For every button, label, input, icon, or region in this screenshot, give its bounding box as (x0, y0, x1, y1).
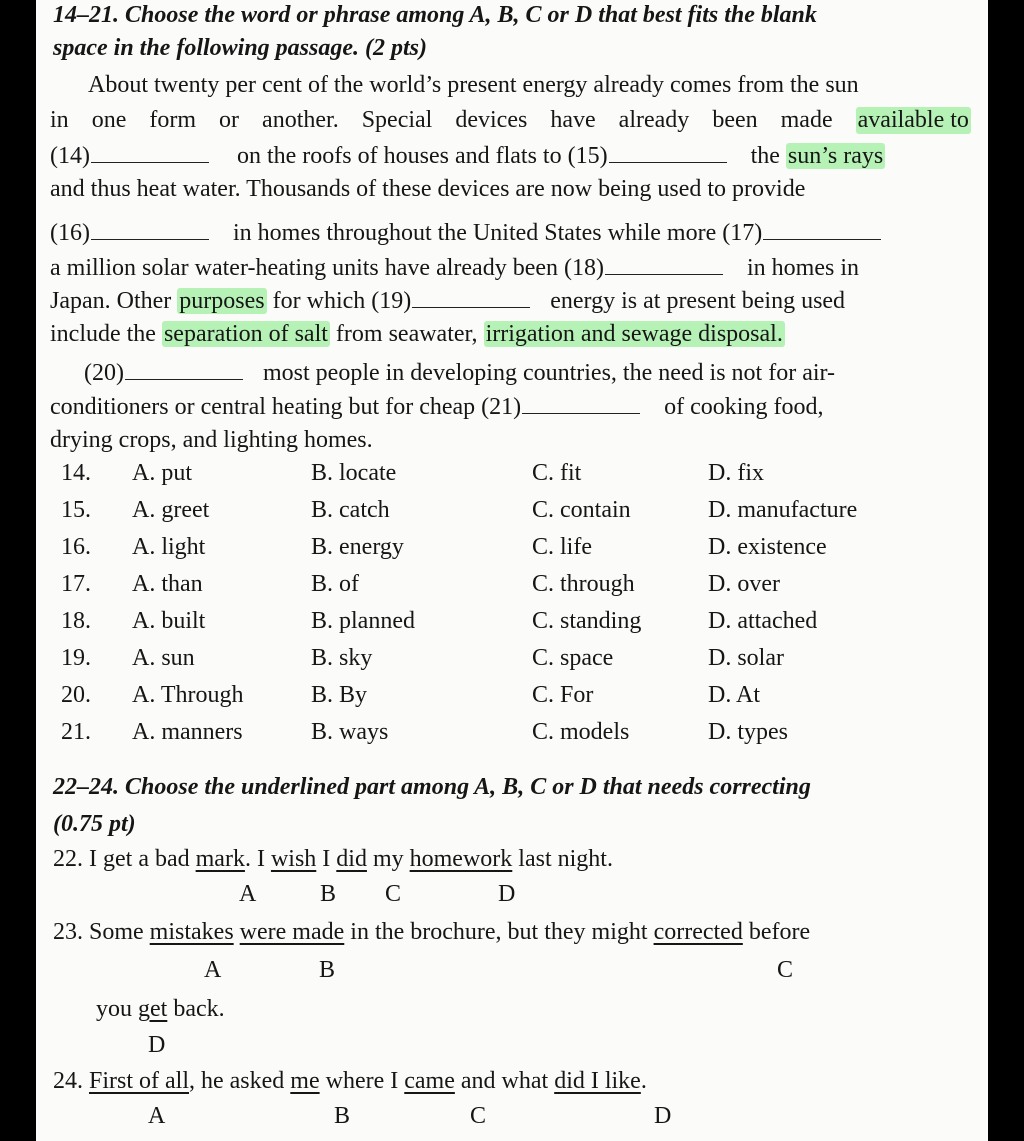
section-title-line2: space in the following passage. (2 pts) (53, 35, 428, 61)
passage-text: on the roofs of houses and flats to (15) (236, 143, 608, 169)
highlight-irrigation: irrigation and sewage disposal. (485, 321, 783, 347)
question-number: 14. (61, 460, 91, 486)
option-d[interactable]: D. types (708, 719, 788, 745)
word: or (219, 107, 240, 133)
blank-18[interactable] (605, 254, 723, 275)
passage-line-7 (50, 287, 971, 315)
underlined-part-c[interactable]: came (404, 1068, 455, 1094)
option-c[interactable]: C. models (532, 719, 630, 745)
question-23-line2 (96, 996, 225, 1023)
option-row-17 (36, 571, 988, 608)
blank-20[interactable] (125, 359, 243, 380)
q-text: my (366, 846, 410, 872)
passage-line-6 (50, 254, 971, 282)
question-23 (53, 919, 810, 946)
blank-15[interactable] (609, 142, 727, 163)
label-c: C (777, 957, 794, 983)
underlined-part-d[interactable]: did I like (554, 1068, 641, 1094)
label-c: C (385, 881, 402, 907)
q-text: I (316, 846, 337, 872)
q-text: . (640, 1068, 647, 1094)
passage-text: a million solar water-heating units have already been (18) (50, 255, 604, 281)
q-text: , he asked (189, 1068, 291, 1094)
word: one (91, 107, 127, 133)
passage-text: energy is at present being used (550, 288, 846, 314)
q-text: where I (319, 1068, 405, 1094)
option-c[interactable]: C. standing (532, 608, 642, 634)
passage-text: most people in developing countries, the need is not for air- (262, 360, 836, 386)
option-c[interactable]: C. space (532, 645, 614, 671)
label-d: D (498, 881, 516, 907)
option-c[interactable]: C. contain (532, 497, 631, 523)
option-c[interactable]: C. fit (532, 460, 582, 486)
q-text: back. (167, 996, 225, 1022)
option-b[interactable]: B. By (311, 682, 368, 708)
word: have (550, 107, 596, 133)
option-d[interactable]: D. manufacture (708, 497, 858, 523)
q-text: 22. I get a bad (53, 846, 196, 872)
question-22 (53, 846, 613, 873)
passage-line-2 (50, 107, 971, 134)
option-a[interactable]: A. manners (132, 719, 243, 745)
passage-line-4: and thus heat water. Thousands of these devices are now being used to provide (50, 176, 806, 202)
passage-text: in homes throughout the United States while more (17) (232, 220, 763, 246)
underlined-part-b[interactable]: me (290, 1068, 320, 1094)
option-b[interactable]: B. energy (311, 534, 404, 560)
option-d[interactable]: D. fix (708, 460, 764, 486)
q-text: before (742, 919, 811, 945)
passage-line-1: About twenty per cent of the world’s present energy already comes from the sun (88, 72, 859, 98)
option-a[interactable]: A. than (132, 571, 203, 597)
option-a[interactable]: A. Through (132, 682, 244, 708)
option-row-15 (36, 497, 988, 534)
q-text: last night. (512, 846, 613, 872)
option-b[interactable]: B. sky (311, 645, 373, 671)
highlight-suns-rays: sun’s rays (787, 143, 884, 169)
word: form (149, 107, 197, 133)
q-text: you (96, 996, 138, 1022)
q-text: and what (454, 1068, 555, 1094)
label-b: B (319, 957, 336, 983)
question-24 (53, 1068, 647, 1095)
underlined-part-c[interactable]: corrected (653, 919, 743, 945)
q-text: in the brochure, but they might (344, 919, 654, 945)
label-d: D (654, 1103, 672, 1129)
option-b[interactable]: B. of (311, 571, 359, 597)
passage-line-5 (50, 219, 971, 247)
section2-title-line2: (0.75 pt) (53, 811, 136, 837)
passage-line-3 (50, 142, 971, 170)
option-row-19 (36, 645, 988, 682)
passage-text: in homes in (746, 255, 859, 281)
passage-line-10 (50, 393, 971, 421)
option-d[interactable]: D. attached (708, 608, 818, 634)
word: been (712, 107, 758, 133)
option-d[interactable]: D. At (708, 682, 761, 708)
word: already (618, 107, 690, 133)
q-number: 24. (53, 1068, 89, 1094)
option-a[interactable]: A. built (132, 608, 206, 634)
label-a: A (239, 881, 257, 907)
underlined-part-a[interactable]: mistakes (149, 919, 234, 945)
option-row-14 (36, 460, 988, 497)
label-b: B (320, 881, 337, 907)
label-b: B (334, 1103, 351, 1129)
blank-17[interactable] (763, 219, 881, 240)
option-a[interactable]: A. greet (132, 497, 210, 523)
underlined-part-b[interactable]: wish (270, 846, 317, 872)
option-b[interactable]: B. planned (311, 608, 415, 634)
q-text: 23. Some (53, 919, 150, 945)
word: the (750, 143, 780, 169)
passage-text: Japan. Other (50, 288, 172, 314)
label-d: D (148, 1032, 166, 1058)
passage-text: conditioners or central heating but for cheap (21) (50, 394, 522, 420)
worksheet-page (36, 0, 988, 1141)
word: in (50, 107, 69, 133)
section2-title-line1: 22–24. Choose the underlined part among A, B, C or D that needs correcting (53, 774, 811, 800)
blank-number: (20) (84, 360, 124, 386)
section-title-line1: 14–21. Choose the word or phrase among A, B, C or D that best fits the blank (53, 2, 817, 28)
label-a: A (148, 1103, 166, 1129)
option-d[interactable]: D. over (708, 571, 780, 597)
passage-line-9 (84, 359, 974, 387)
question-number: 18. (61, 608, 91, 634)
passage-line-8 (50, 321, 971, 348)
question-number: 21. (61, 719, 91, 745)
word: Special (361, 107, 433, 133)
underlined-part-d[interactable]: homework (409, 846, 513, 872)
option-b[interactable]: B. locate (311, 460, 397, 486)
blank-19[interactable] (412, 287, 530, 308)
word: devices (455, 107, 528, 133)
underlined-part-d[interactable]: get (138, 996, 168, 1022)
option-d[interactable]: D. solar (708, 645, 784, 671)
question-number: 15. (61, 497, 91, 523)
blank-21[interactable] (522, 393, 640, 414)
word: made (780, 107, 833, 133)
blank-number: (14) (50, 143, 90, 169)
option-c[interactable]: C. life (532, 534, 592, 560)
label-a: A (204, 957, 222, 983)
underlined-part-c[interactable]: did (336, 846, 367, 872)
option-row-20 (36, 682, 988, 719)
question-number: 19. (61, 645, 91, 671)
passage-text: include the (50, 321, 156, 347)
option-b[interactable]: B. ways (311, 719, 389, 745)
passage-text: of cooking food, (664, 394, 824, 420)
option-row-18 (36, 608, 988, 645)
option-a[interactable]: A. light (132, 534, 206, 560)
underlined-part-a[interactable]: First of all (89, 1068, 189, 1094)
option-c[interactable]: C. For (532, 682, 594, 708)
question-number: 17. (61, 571, 91, 597)
option-d[interactable]: D. existence (708, 534, 827, 560)
blank-14[interactable] (91, 142, 209, 163)
blank-number: (16) (50, 220, 90, 246)
q-text: . I (244, 846, 271, 872)
underlined-part-a[interactable]: mark (195, 846, 245, 872)
question-number: 16. (61, 534, 91, 560)
highlight-available-to: available to (857, 107, 969, 133)
highlight-separation-of-salt: separation of salt (163, 321, 328, 347)
option-row-16 (36, 534, 988, 571)
option-b[interactable]: B. catch (311, 497, 390, 523)
passage-text: from seawater, (335, 321, 478, 347)
option-row-21 (36, 719, 988, 756)
passage-text: for which (19) (272, 288, 412, 314)
label-c: C (470, 1103, 487, 1129)
word: another. (262, 107, 339, 133)
passage-line-11: drying crops, and lighting homes. (50, 427, 373, 453)
underlined-part-b[interactable]: were made (239, 919, 345, 945)
option-a[interactable]: A. sun (132, 645, 195, 671)
option-c[interactable]: C. through (532, 571, 635, 597)
question-number: 20. (61, 682, 91, 708)
blank-16[interactable] (91, 219, 209, 240)
option-a[interactable]: A. put (132, 460, 192, 486)
highlight-purposes: purposes (179, 288, 265, 314)
